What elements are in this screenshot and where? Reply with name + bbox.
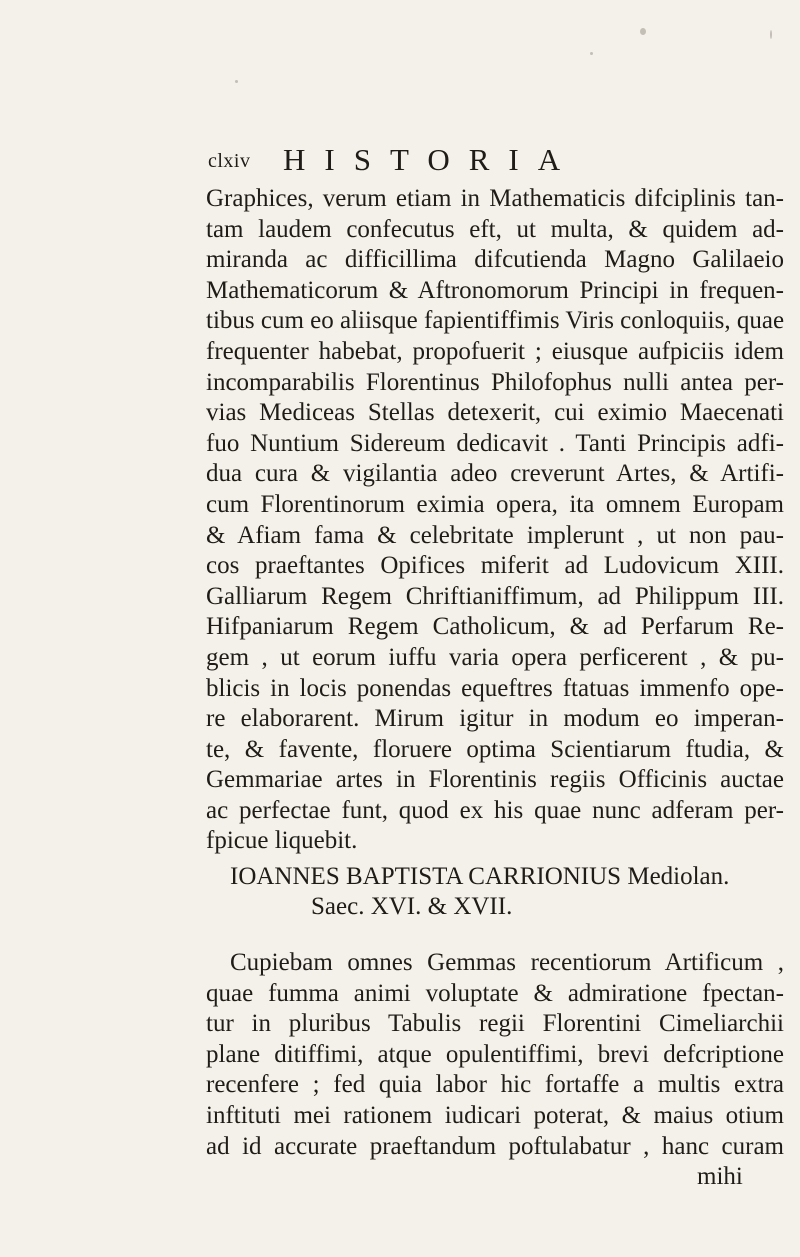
author-dates: Saec. XVI. & XVII. <box>311 893 513 920</box>
text-line: re elaborarent. Mirum igitur in modum eo imperan- <box>206 705 784 733</box>
paragraph-1 <box>206 184 784 857</box>
text-line: tibus cum eo aliisque fapientiffimis Viris conloquiis, quae <box>206 307 785 335</box>
paper-speck <box>235 80 238 83</box>
text-line: Graphices, verum etiam in Mathematicis difciplinis tan- <box>206 185 784 212</box>
text-line: ac perfectae funt, quod ex his quae nunc adferam per- <box>206 796 784 824</box>
text-line: & Afiam fama & celebritate implerunt , ut non pau- <box>206 521 784 549</box>
catchword: mihi <box>697 1163 743 1190</box>
text-line: incomparabilis Florentinus Philofophus nulli antea per- <box>206 368 784 396</box>
running-head: HISTORIA <box>283 142 580 177</box>
text-line: vias Mediceas Stellas detexerit, cui eximio Maecenati <box>206 399 784 427</box>
paper-speck <box>590 52 593 55</box>
text-line: cum Florentinorum eximia opera, ita omnem Europam <box>206 490 784 518</box>
paper-speck <box>640 28 646 35</box>
text-line: Cupiebam omnes Gemmas recentiorum Artificum , <box>230 949 784 976</box>
section-title <box>206 862 784 922</box>
page-number: clxiv <box>208 150 251 172</box>
text-line: recenfere ; fed quia labor hic fortaffe a multis extra <box>206 1071 784 1099</box>
text-line: Gemmariae artes in Florentinis regiis Officinis auctae <box>206 766 784 794</box>
text-line: gem , ut eorum iuffu varia opera perficerent , & pu- <box>206 643 784 671</box>
text-line: miranda ac difficillima difcutienda Magno Galilaeio <box>206 246 784 274</box>
text-line: ad id accurate praeftandum poftulabatur , hanc curam <box>206 1132 784 1160</box>
text-line: inftituti mei rationem iudicari poterat, & maius otium <box>206 1101 784 1129</box>
text-line: quae fumma animi voluptate & admiratione fpectan- <box>206 979 784 1007</box>
text-line: Hifpaniarum Regem Catholicum, & ad Perfarum Re- <box>206 613 784 641</box>
text-line: fpicue liquebit. <box>206 827 358 855</box>
text-line: fuo Nuntium Sidereum dedicavit . Tanti Principis adfi- <box>206 429 784 457</box>
text-line: tur in pluribus Tabulis regii Florentini Cimeliarchii <box>206 1010 784 1038</box>
author-heading: IOANNES BAPTISTA CARRIONIUS Mediolan. <box>230 863 730 890</box>
text-line: tam laudem confecutus eft, ut multa, & quidem ad- <box>206 215 784 243</box>
text-line: blicis in locis ponendas equeftres ftatuas immenfo ope- <box>206 674 784 702</box>
text-line: dua cura & vigilantia adeo creverunt Artes, & Artifi- <box>206 460 784 488</box>
paragraph-2 <box>206 948 784 1162</box>
text-line: plane ditiffimi, atque opulentiffimi, brevi defcriptione <box>206 1040 784 1068</box>
text-line: te, & favente, floruere optima Scientiarum ftudia, & <box>206 735 784 763</box>
paper-speck <box>770 30 772 39</box>
text-line: Mathematicorum & Aftronomorum Principi in frequen- <box>206 276 784 304</box>
text-line: frequenter habebat, propofuerit ; eiusque aufpiciis idem <box>206 337 784 365</box>
page-header <box>0 142 800 178</box>
text-line: cos praeftantes Opifices miferit ad Ludovicum XIII. <box>206 552 784 580</box>
text-line: Galliarum Regem Chriftianiffimum, ad Philippum III. <box>206 582 784 610</box>
